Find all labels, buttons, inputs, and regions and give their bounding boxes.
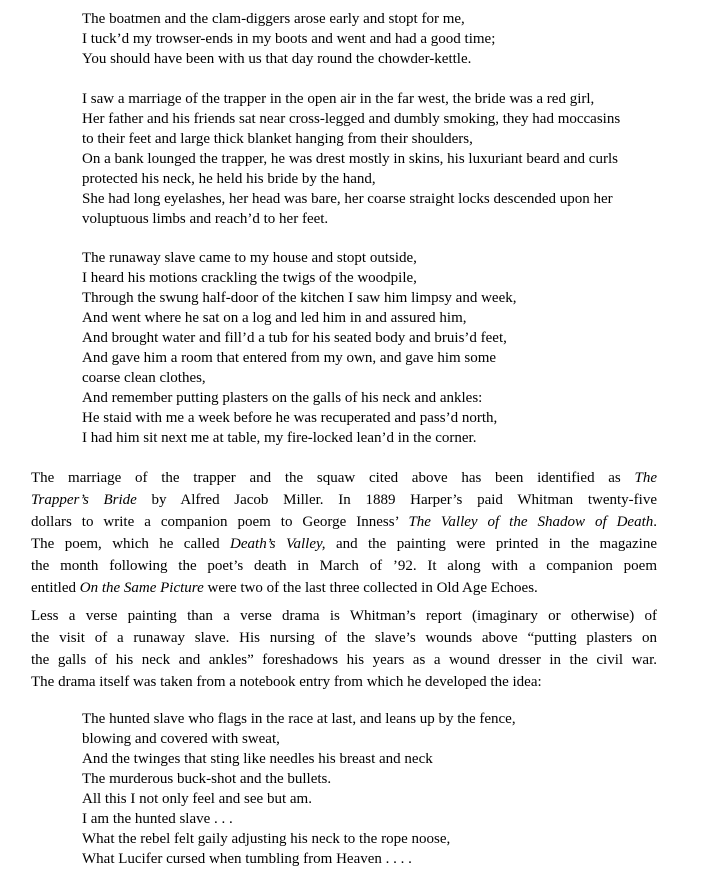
verse-line: The murderous buck-shot and the bullets. [82, 771, 332, 787]
verse-line: I saw a marriage of the trapper in the open air in the far west, the bride was a red girl, [82, 91, 595, 107]
text-run: . [653, 514, 657, 530]
prose-line: The drama itself was taken from a notebook entry from which he developed the idea: [31, 674, 542, 690]
prose-line: the galls of his neck and ankles” foreshadows his years as a wound dresser in the civil war. [31, 652, 657, 668]
title-italic: Death’s Valley, [230, 536, 326, 552]
prose-line: the visit of a runaway slave. His nursing of the slave’s wounds above “putting plasters on [31, 630, 657, 646]
verse-line: And gave him a room that entered from my own, and gave him some [82, 350, 497, 366]
prose-line [31, 489, 657, 511]
verse-line: All this I not only feel and see but am. [82, 791, 312, 807]
prose-line [31, 511, 657, 533]
verse-line: Through the swung half-door of the kitchen I saw him limpsy and week, [82, 290, 517, 306]
text-run: The poem, which he called [31, 536, 231, 552]
verse-line: And brought water and fill’d a tub for his seated body and bruis’d feet, [82, 330, 507, 346]
verse-stanza-boatmen [82, 9, 706, 69]
text-run: dollars to write a companion poem to George Inness’ [31, 514, 409, 530]
verse-line: coarse clean clothes, [82, 370, 206, 386]
commentary-paragraph-trapper [31, 467, 657, 599]
verse-line: blowing and covered with sweat, [82, 731, 280, 747]
text-run: The marriage of the trapper and the squaw cited above has been identified as [31, 470, 635, 486]
prose-line [31, 577, 657, 599]
prose-line [31, 467, 657, 489]
verse-line: to their feet and large thick blanket hanging from their shoulders, [82, 131, 473, 147]
verse-line: On a bank lounged the trapper, he was drest mostly in skins, his luxuriant beard and curls [82, 151, 618, 167]
verse-stanza-hunted-slave [82, 709, 706, 869]
verse-line: protected his neck, he held his bride by the hand, [82, 171, 376, 187]
verse-line: She had long eyelashes, her head was bare, her coarse straight locks descended upon her [82, 191, 613, 207]
verse-line: I am the hunted slave . . . [82, 811, 233, 827]
commentary-paragraph-slave [31, 605, 657, 693]
title-italic: The Valley of the Shadow of Death [408, 514, 654, 530]
verse-line: voluptuous limbs and reach’d to her feet. [82, 211, 329, 227]
title-italic: Trapper’s Bride [31, 492, 137, 508]
verse-stanza-runaway-slave [82, 248, 706, 448]
text-run: and the painting were printed in the magazine [325, 536, 657, 552]
prose-line [31, 533, 657, 555]
verse-line: Her father and his friends sat near cross-legged and dumbly smoking, they had moccasins [82, 111, 621, 127]
verse-line: I had him sit next me at table, my fire-locked lean’d in the corner. [82, 430, 477, 446]
verse-line: The hunted slave who flags in the race at last, and leans up by the fence, [82, 711, 516, 727]
verse-line: He staid with me a week before he was recuperated and pass’d north, [82, 410, 498, 426]
verse-line: And remember putting plasters on the galls of his neck and ankles: [82, 390, 483, 406]
verse-line: And went where he sat on a log and led him in and assured him, [82, 310, 467, 326]
prose-line: Less a verse painting than a verse drama is Whitman’s report (imaginary or otherwise) of [31, 608, 657, 624]
verse-line: I heard his motions crackling the twigs of the woodpile, [82, 270, 417, 286]
verse-line: What the rebel felt gaily adjusting his neck to the rope noose, [82, 831, 451, 847]
title-italic: On the Same Picture [79, 580, 204, 596]
verse-line: I tuck’d my trowser-ends in my boots and went and had a good time; [82, 31, 496, 47]
verse-line: The boatmen and the clam-diggers arose early and stopt for me, [82, 11, 465, 27]
text-run: entitled [31, 580, 80, 596]
text-run: by Alfred Jacob Miller. In 1889 Harper’s paid Whitman twenty-five [136, 492, 657, 508]
title-italic: The [634, 470, 657, 486]
prose-line: the month following the poet’s death in March of ’92. It along with a companion poem [31, 558, 657, 574]
text-run: were two of the last three collected in Old Age Echoes. [203, 580, 538, 596]
verse-stanza-trapper [82, 89, 706, 229]
verse-line: And the twinges that sting like needles his breast and neck [82, 751, 433, 767]
verse-line: You should have been with us that day round the chowder-kettle. [82, 51, 472, 67]
verse-line: The runaway slave came to my house and stopt outside, [82, 250, 417, 266]
verse-line: What Lucifer cursed when tumbling from Heaven . . . . [82, 851, 412, 867]
